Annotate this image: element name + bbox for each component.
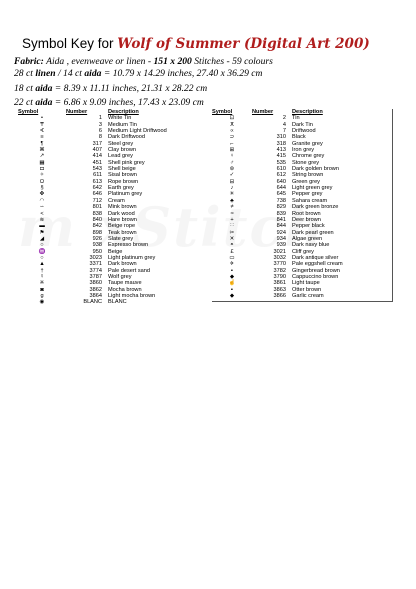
stitch-symbol-icon: ≈ <box>230 210 234 217</box>
size-18ct-line <box>14 83 207 94</box>
thread-description: Mink brown <box>108 204 137 211</box>
thread-description: Mocha brown <box>108 286 142 293</box>
stitch-symbol-icon: ✂ <box>229 229 235 236</box>
size-28ct-aida: aida <box>84 68 102 79</box>
stitch-symbol-icon: ✤ <box>39 191 45 198</box>
stitch-symbol-icon: ¶ <box>40 140 44 147</box>
stitch-symbol-icon: Ω <box>39 178 45 185</box>
fabric-sep: - <box>145 56 154 67</box>
thread-number: 535 <box>276 159 286 166</box>
stitch-symbol-icon: ✳ <box>229 191 235 198</box>
size-18ct-aida: aida <box>35 83 53 94</box>
thread-description: Wolf grey <box>108 273 132 280</box>
thread-description: Algae green <box>292 235 323 242</box>
stitch-symbol-icon: ≋ <box>39 216 45 223</box>
stitch-symbol-icon: ♣ <box>230 197 234 204</box>
thread-description: BLANC <box>108 299 127 306</box>
thread-description: String brown <box>292 172 324 179</box>
stitch-symbol-icon: ₸ <box>40 121 44 128</box>
thread-number: 543 <box>92 166 102 173</box>
thread-number: 3032 <box>273 254 286 261</box>
thread-number: 712 <box>92 197 102 204</box>
page-title <box>22 36 370 52</box>
thread-description: Driftwood <box>292 128 316 135</box>
stitch-symbol-icon: ◆ <box>229 292 235 299</box>
stitch-symbol-icon: ⌐ <box>230 140 234 147</box>
stitch-symbol-icon: ◘ <box>40 166 44 173</box>
thread-number: 613 <box>92 178 102 185</box>
column-header-symbol: Symbol <box>18 109 39 115</box>
table-row <box>18 299 214 305</box>
thread-number: 3021 <box>273 248 286 255</box>
thread-number: 3864 <box>89 292 102 299</box>
stitch-symbol-icon: ◢ <box>39 235 45 242</box>
thread-description: Dark antique silver <box>292 254 339 261</box>
thread-number: 642 <box>92 185 102 192</box>
thread-description: Medium Tin <box>108 121 137 128</box>
thread-description: White Tin <box>108 115 132 122</box>
thread-number: 950 <box>92 248 102 255</box>
stitch-symbol-icon: ≡ <box>40 134 44 141</box>
thread-number: 317 <box>92 140 102 147</box>
column-header-number: Number <box>252 109 274 115</box>
thread-number: 939 <box>276 242 286 249</box>
thread-number: 3863 <box>273 286 286 293</box>
thread-description: Cappuccino brown <box>292 273 339 280</box>
thread-number: 310 <box>276 134 286 141</box>
thread-number: 3770 <box>273 261 286 268</box>
stitch-symbol-icon: ○ <box>40 242 44 249</box>
stitch-symbol-icon: † <box>40 267 44 274</box>
fabric-rest: Stitches - 59 colours <box>191 56 273 67</box>
stitch-symbol-icon: • <box>41 115 43 122</box>
thread-number: 318 <box>276 140 286 147</box>
thread-number: 612 <box>276 172 286 179</box>
thread-description: Lead grey <box>108 153 133 160</box>
thread-number: 3782 <box>273 267 286 274</box>
thread-description: Sahara cream <box>292 197 328 204</box>
thread-number: 6 <box>98 128 102 135</box>
thread-description: Beige <box>108 248 123 255</box>
thread-number: BLANC <box>83 299 102 306</box>
fabric-line <box>14 56 273 67</box>
thread-description: Dark green bronze <box>292 204 339 211</box>
thread-number: 841 <box>276 216 286 223</box>
thread-description: Root brown <box>292 210 321 217</box>
thread-number: 938 <box>92 242 102 249</box>
thread-number: 3787 <box>89 273 102 280</box>
thread-description: Light mocha brown <box>108 292 156 299</box>
symbol-key-table-left <box>18 109 214 306</box>
fabric-label: Fabric: <box>14 56 44 67</box>
size-22ct-pre: 22 ct <box>14 97 36 108</box>
stitch-symbol-icon: ◠ <box>39 197 45 204</box>
thread-description: Pepper grey <box>292 191 323 198</box>
stitch-symbol-icon: ♀ <box>229 153 235 160</box>
thread-description: Cliff grey <box>292 248 314 255</box>
thread-description: Shell pink grey <box>108 159 145 166</box>
thread-description: Hare brown <box>108 216 137 223</box>
stitch-symbol-icon: ▭ <box>229 254 235 261</box>
stitch-symbol-icon: ⊡ <box>229 115 235 122</box>
thread-description: Teak brown <box>108 229 137 236</box>
thread-description: Slate grey <box>108 235 134 242</box>
stitch-symbol-icon: ∝ <box>230 128 234 135</box>
thread-description: Iron grey <box>292 147 315 154</box>
thread-description: Cream <box>108 197 125 204</box>
stitch-symbol-icon: ☿ <box>39 273 45 280</box>
thread-description: Dark Driftwood <box>108 134 145 141</box>
thread-number: 3371 <box>89 261 102 268</box>
thread-description: Dark brown <box>108 261 137 268</box>
thread-number: 801 <box>92 204 102 211</box>
stitch-symbol-icon: ✕ <box>229 235 235 242</box>
thread-number: 3866 <box>273 292 286 299</box>
thread-number: 1 <box>98 115 102 122</box>
thread-description: Pepper black <box>292 223 325 230</box>
thread-number: 451 <box>92 159 102 166</box>
thread-number: 842 <box>92 223 102 230</box>
thread-number: 610 <box>276 166 286 173</box>
thread-description: Dark navy blue <box>292 242 330 249</box>
thread-number: 934 <box>276 235 286 242</box>
thread-number: 646 <box>92 191 102 198</box>
thread-number: 3774 <box>89 267 102 274</box>
thread-number: 2 <box>282 115 286 122</box>
thread-number: 414 <box>92 153 102 160</box>
stitch-symbol-icon: ✈ <box>229 261 235 268</box>
thread-description: Rope brown <box>108 178 139 185</box>
size-22ct-rest: = 6.86 x 9.09 inches, 17.43 x 23.09 cm <box>52 97 204 108</box>
thread-number: 640 <box>276 178 286 185</box>
thread-description: Espresso brown <box>108 242 149 249</box>
thread-description: Sisal brown <box>108 172 137 179</box>
stitch-symbol-icon: ※ <box>39 280 45 287</box>
stitch-symbol-icon: ∷ <box>230 223 234 230</box>
thread-number: 644 <box>276 185 286 192</box>
size-28ct-line <box>14 68 262 79</box>
thread-description: Beige rope <box>108 223 136 230</box>
thread-description: Steel grey <box>108 140 134 147</box>
thread-number: 3023 <box>89 254 102 261</box>
stitch-symbol-icon: ◙ <box>40 286 44 293</box>
stitch-symbol-icon: ∽ <box>39 204 45 211</box>
size-28ct-linen: linen <box>35 68 56 79</box>
stitch-symbol-icon: ▲ <box>39 261 45 268</box>
stitch-symbol-icon: < <box>40 210 44 217</box>
thread-description: Otter brown <box>292 286 322 293</box>
thread-number: 829 <box>276 204 286 211</box>
thread-description: Garlic cream <box>292 292 324 299</box>
stitch-symbol-icon: ⵅ <box>230 121 234 128</box>
stitch-symbol-icon: ⊚ <box>229 166 235 173</box>
thread-number: 926 <box>92 235 102 242</box>
thread-description: Platinum grey <box>108 191 143 198</box>
stitch-symbol-icon: £ <box>230 248 234 255</box>
stitch-symbol-icon: ☝ <box>228 280 236 287</box>
table-row <box>212 293 392 299</box>
stitch-symbol-icon: ◆ <box>229 273 235 280</box>
thread-number: 413 <box>276 147 286 154</box>
thread-description: Granite grey <box>292 140 323 147</box>
size-28ct-rest: = 10.79 x 14.29 inches, 27.40 x 36.29 cm <box>101 68 263 79</box>
thread-description: Taupe mauve <box>108 280 142 287</box>
fabric-text: Aida , evenweave or linen <box>46 56 146 67</box>
stitch-symbol-icon: ▬ <box>39 223 45 230</box>
column-header-symbol: Symbol <box>212 109 233 115</box>
thread-description: Deer brown <box>292 216 321 223</box>
thread-description: Black <box>292 134 306 141</box>
stitch-symbol-icon: ◓ <box>230 242 234 249</box>
thread-description: Dark wood <box>108 210 135 217</box>
thread-number: 3 <box>98 121 102 128</box>
thread-number: 924 <box>276 229 286 236</box>
thread-number: 611 <box>93 172 102 179</box>
thread-number: 3860 <box>89 280 102 287</box>
thread-number: 407 <box>92 147 102 154</box>
thread-number: 839 <box>276 210 286 217</box>
thread-description: Light taupe <box>292 280 320 287</box>
thread-description: Shell beige <box>108 166 136 173</box>
size-18ct-rest: = 8.39 x 11.11 inches, 21.31 x 28.22 cm <box>52 83 208 94</box>
stitch-symbol-icon: ◉ <box>39 299 45 306</box>
thread-number: 3862 <box>89 286 102 293</box>
thread-number: 645 <box>276 191 286 198</box>
thread-number: 840 <box>92 216 102 223</box>
stitch-size: 151 x 200 <box>153 56 192 67</box>
thread-description: Earth grey <box>108 185 134 192</box>
stitch-symbol-icon: ∢ <box>39 128 45 135</box>
stitch-symbol-icon: ▪ <box>231 267 233 274</box>
stitch-symbol-icon: ▪ <box>231 286 233 293</box>
thread-description: Stone grey <box>292 159 320 166</box>
stitch-symbol-icon: ✧ <box>39 172 45 179</box>
thread-description: Pale eggshell cream <box>292 261 343 268</box>
stitch-symbol-icon: ↗ <box>39 153 45 160</box>
thread-number: 4 <box>282 121 286 128</box>
thread-description: Light green grey <box>292 185 333 192</box>
thread-description: Dark pearl green <box>292 229 334 236</box>
pattern-name: Wolf of Summer (Digital Art 200) <box>117 36 370 52</box>
thread-number: 738 <box>276 197 286 204</box>
stitch-symbol-icon: ≠ <box>230 204 234 211</box>
size-22ct-line <box>14 97 204 108</box>
symbol-key-table-right <box>212 109 393 302</box>
stitch-symbol-icon: ✓ <box>229 172 235 179</box>
stitch-symbol-icon: ⊟ <box>229 178 235 185</box>
thread-description: Green grey <box>292 178 320 185</box>
thread-description: Medium Light Driftwood <box>108 128 167 135</box>
stitch-symbol-icon: ⌘ <box>39 147 45 154</box>
thread-description: Chrome grey <box>292 153 325 160</box>
column-header-number: Number <box>66 109 88 115</box>
thread-description: Gingerbread brown <box>292 267 340 274</box>
column-header-description: Description <box>108 109 139 115</box>
size-22ct-aida: aida <box>35 97 53 108</box>
thread-number: 8 <box>98 134 102 141</box>
thread-description: Tin <box>292 115 300 122</box>
stitch-symbol-icon: ♂ <box>229 159 235 166</box>
thread-number: 3790 <box>273 273 286 280</box>
thread-description: Dark Tin <box>292 121 313 128</box>
stitch-symbol-icon: ⚑ <box>39 229 45 236</box>
size-18ct-pre: 18 ct <box>14 83 36 94</box>
stitch-symbol-icon: § <box>40 185 44 192</box>
stitch-symbol-icon: ▦ <box>39 159 45 166</box>
thread-description: Clay brown <box>108 147 136 154</box>
thread-number: 415 <box>276 153 286 160</box>
thread-number: 7 <box>282 128 286 135</box>
thread-number: 844 <box>276 223 286 230</box>
stitch-symbol-icon: ⊞ <box>229 147 235 154</box>
stitch-symbol-icon: ○ <box>40 254 44 261</box>
stitch-symbol-icon: ♒ <box>38 248 46 255</box>
size-28ct-pre: 28 ct <box>14 68 36 79</box>
stitch-symbol-icon: + <box>230 216 234 223</box>
stitch-symbol-icon: g <box>40 292 44 299</box>
thread-description: Light platinum grey <box>108 254 156 261</box>
stitch-symbol-icon: ⊃ <box>229 134 235 141</box>
size-28ct-mid: / 14 ct <box>55 68 85 79</box>
title-prefix: Symbol Key for <box>22 36 118 51</box>
thread-description: Pale desert sand <box>108 267 150 274</box>
thread-number: 3861 <box>273 280 286 287</box>
column-header-description: Description <box>292 109 323 115</box>
thread-number: 838 <box>92 210 102 217</box>
stitch-symbol-icon: ♪ <box>230 185 234 192</box>
thread-description: Dark golden brown <box>292 166 339 173</box>
thread-number: 898 <box>92 229 102 236</box>
